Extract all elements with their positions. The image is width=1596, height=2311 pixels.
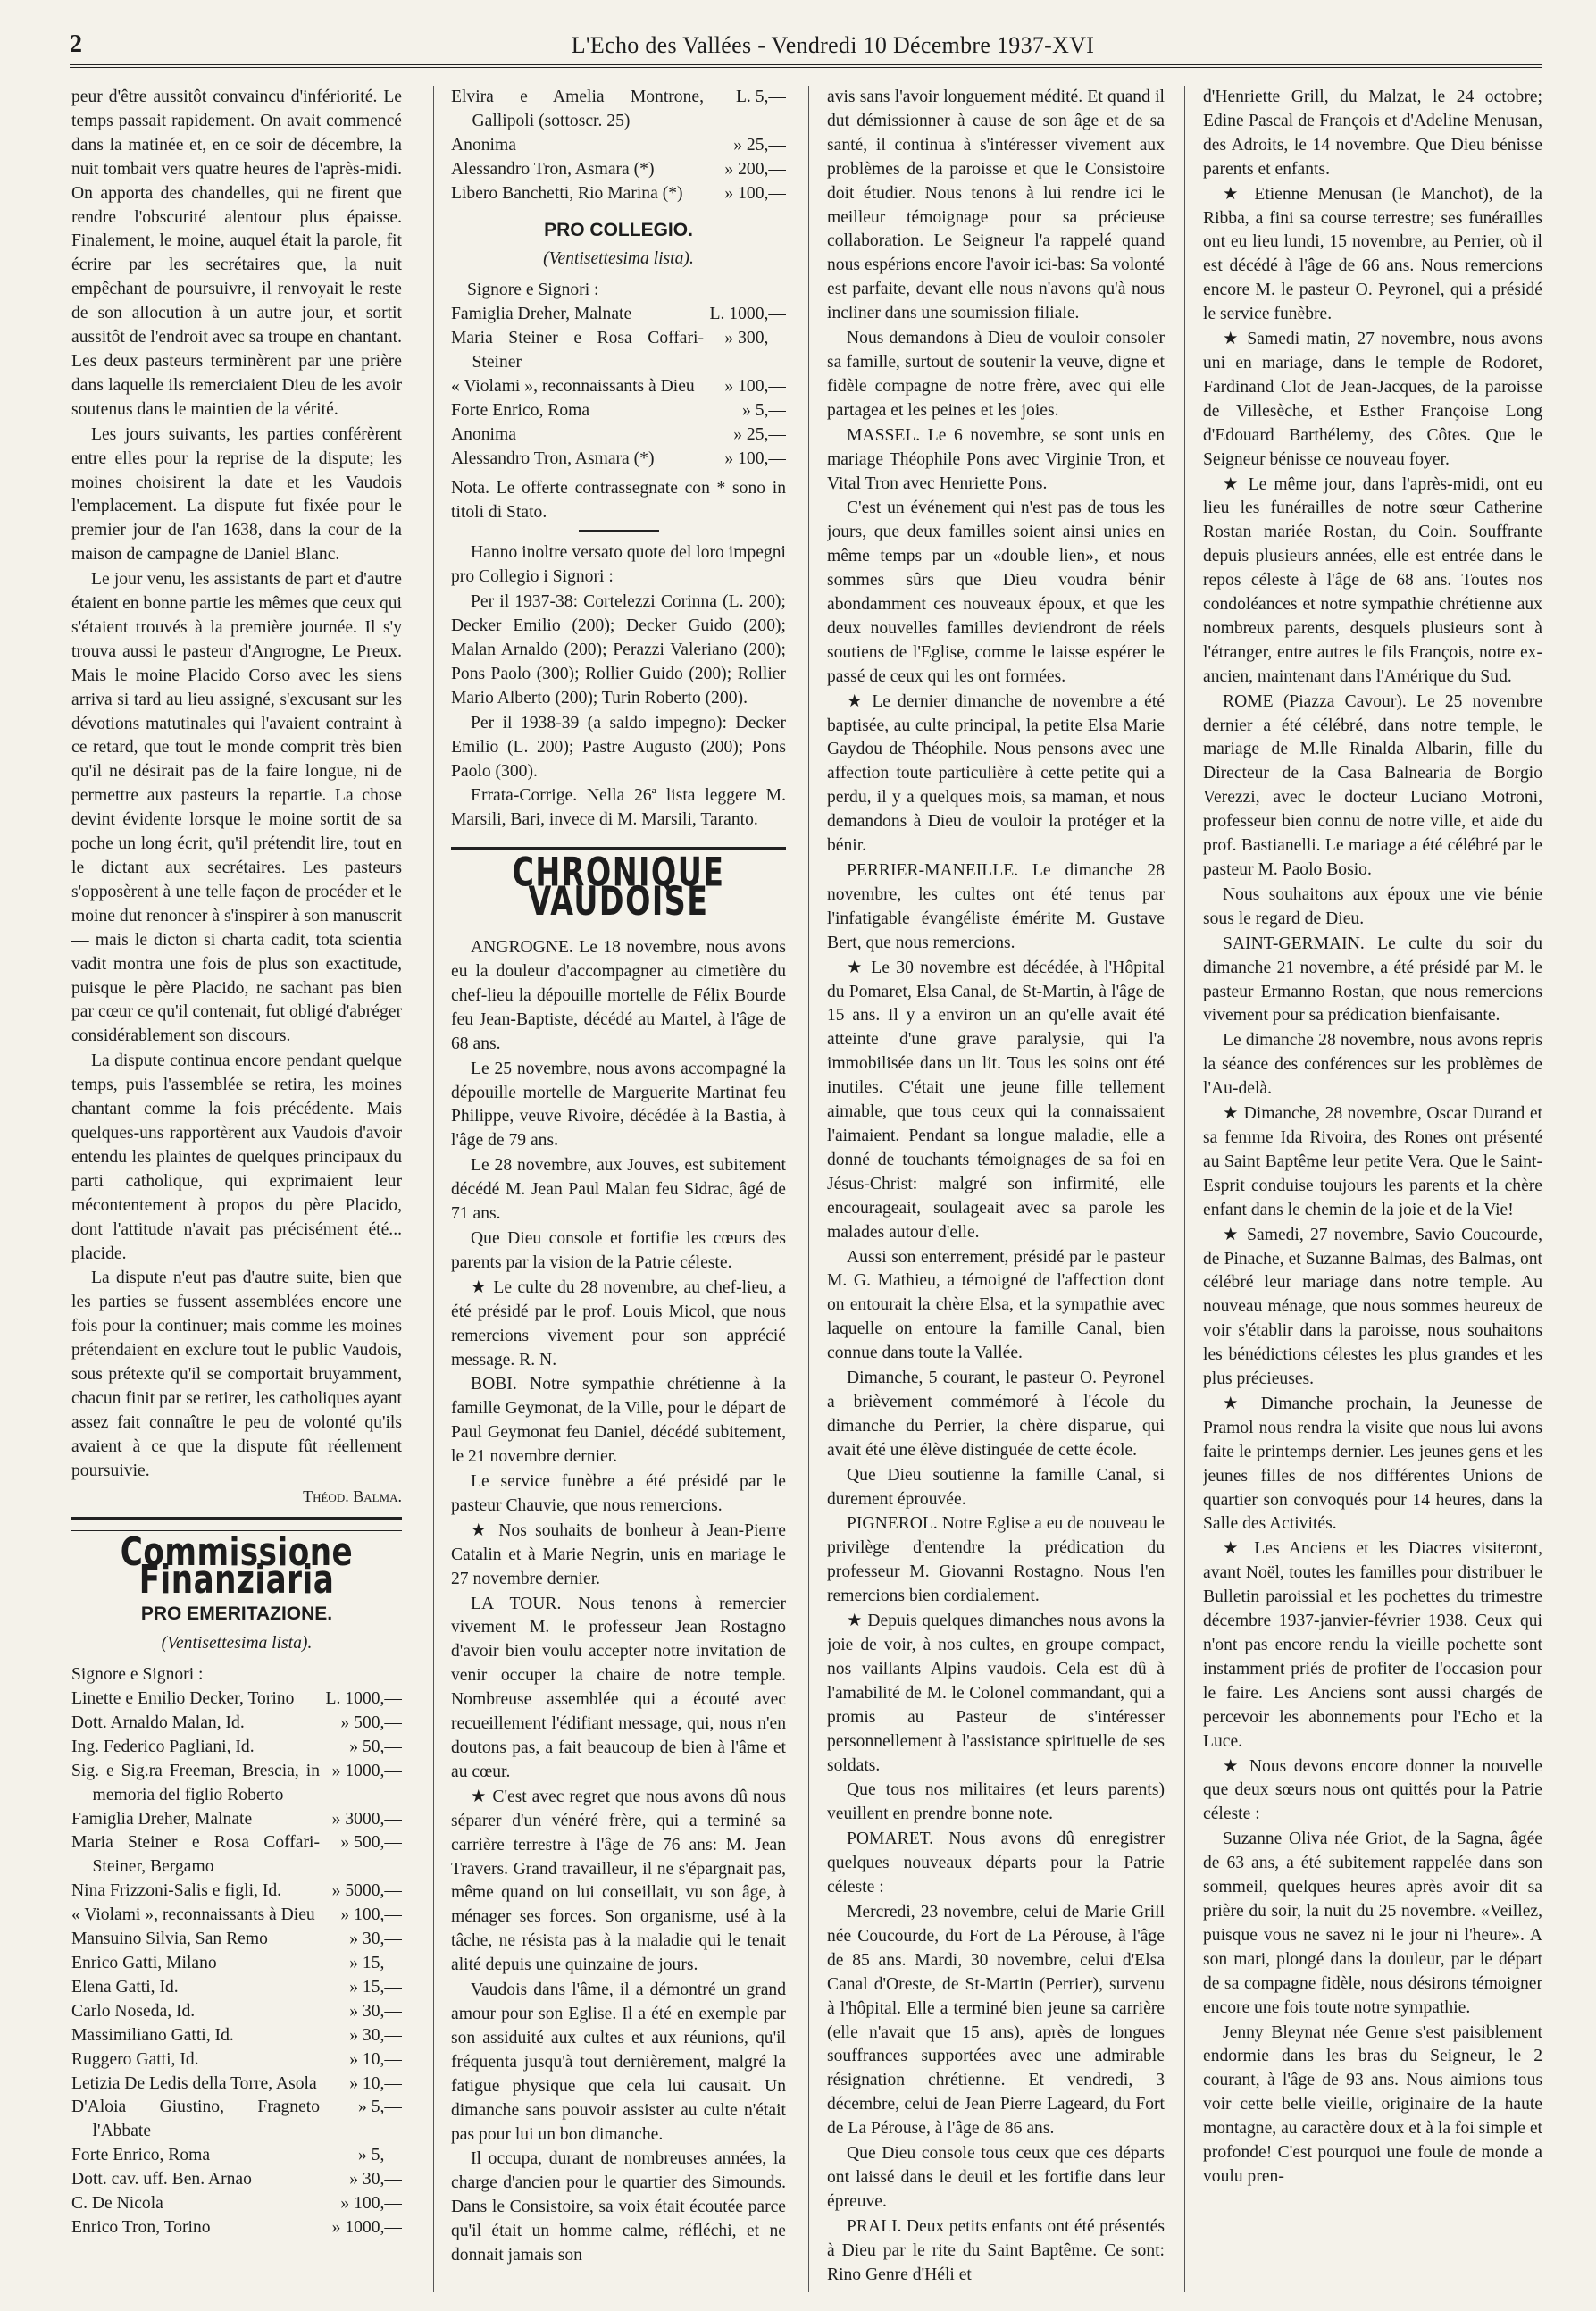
donor-row xyxy=(71,1687,402,1712)
donor-name: Famiglia Dreher, Malnate xyxy=(451,305,632,324)
article-paragraph: Il occupa, durant de nombreuses années, la charge d'ancien pour le quartier des Simounds. Dans le Consistoire, sa voix était écoutée parce qu'il était un homme calme, réfléchi, et ne donnait jamais son xyxy=(451,2149,786,2265)
donor-list xyxy=(451,86,786,206)
article-paragraph: Aussi son enterrement, présidé par le pasteur M. G. Mathieu, a témoigné de l'affection dont on entourait la chère Elsa, et la sympathie avec laquelle on entoure la famille Canal, bien connue dans toute la Vallée. xyxy=(827,1247,1165,1363)
donor-name: Ing. Federico Pagliani, Id. xyxy=(71,1737,255,1756)
donor-name: Carlo Noseda, Id. xyxy=(71,2001,196,2021)
article-paragraph: avis sans l'avoir longuement médité. Et quand il dut démissionner à cause de son âge et de sa santé, il continua à s'intéresser vivement aux problèmes de la paroisse et que le Consistoire doit étudier. Nous tenons à lui rendre ici le meilleur témoignage pour sa précieuse collaboration. Le Seigneur l'a rappelé quand nous espérions encore l'avoir ici-bas: Sa volonté est parfaite, devant elle nous n'avons qu'à nous incliner dans une soumission filiale. xyxy=(827,88,1165,323)
article-paragraph: ★ Etienne Menusan (le Manchot), de la Ribba, a fini sa course terrestre; ses funérailles ont eu lieu lundi, 15 novembre, au Perrier, où il est décédé à l'âge de 66 ans. Nous remercions encore M. le pasteur O. Peyronel, qui a présidé le service funèbre. xyxy=(1203,184,1542,324)
page-header xyxy=(70,27,1542,68)
donor-row xyxy=(71,2168,402,2192)
donor-row xyxy=(71,1831,402,1880)
donor-row xyxy=(451,158,786,182)
donor-amount: » 25,— xyxy=(733,135,786,155)
donor-name: Elvira e Amelia Montrone, Gallipoli (sottoscr. 25) xyxy=(451,88,704,130)
donor-amount: L. 1000,— xyxy=(709,305,786,324)
donor-row xyxy=(71,2096,402,2144)
donor-list xyxy=(451,303,786,471)
article-paragraph: peur d'être aussitôt convaincu d'infériorité. Le temps passait rapidement. On avait commencé dans la matinée et, en ce soir de décembre, la nuit tombait vers quatre heures de l'après-midi. On apporta des chandelles, qui ne firent que rendre l'obscurité alentour plus épaisse. Finalement, le moine, auquel était la parole, fit écrire par les secrétaires que, la nuit empêchant de poursuivre, il renvoyait le reste de son allocution à un autre jour, et sortit aussitôt de l'endroit avec sa troupe en chantant. Les deux pasteurs terminèrent par une prière dans laquelle ils remerciaient Dieu de les avoir soutenus dans le maintien de la vérité. xyxy=(71,88,402,419)
donor-name: Dott. cav. uff. Ben. Arnao xyxy=(71,2170,252,2190)
article-paragraph: Suzanne Oliva née Griot, de la Sagna, âgée de 63 ans, a été subitement rappelée dans son sommeil, quelques heures après avoir dit sa prière du soir, la nuit du 25 novembre. «Veillez, puisque vous ne savez ni le jour ni l'heure». A son mari, plongé dans la douleur, par le départ de sa compagne fidèle, nous désirons témoigner encore une fois toute notre sympathie. xyxy=(1203,1830,1542,2017)
donor-row xyxy=(451,375,786,399)
section-rule xyxy=(71,1517,402,1520)
article-paragraph: SAINT-GERMAIN. Le culte du soir du dimanche 21 novembre, a été présidé par M. le pasteur Ermanno Rostan, que nous remercions vivement pour sa prédication bienfaisante. xyxy=(1203,934,1542,1026)
list-subtitle: (Ventisettesima lista). xyxy=(161,1634,313,1654)
donor-name: Nina Frizzoni-Salis e figli, Id. xyxy=(71,1881,282,1901)
donor-row xyxy=(451,423,786,448)
column-3 xyxy=(827,86,1165,2292)
donor-row xyxy=(451,182,786,206)
donor-name: Anonima xyxy=(451,135,516,155)
article-paragraph: POMARET. Nous avons dû enregistrer quelques nouveaux départs pour la Patrie céleste : xyxy=(827,1830,1165,1897)
donor-name: Elena Gatti, Id. xyxy=(71,1977,179,1997)
article-paragraph: Le dimanche 28 novembre, nous avons repris la séance des conférences sur les problèmes de l'Au-delà. xyxy=(1203,1031,1542,1099)
donor-name: Enrico Tron, Torino xyxy=(71,2217,211,2237)
donor-row xyxy=(71,2216,402,2240)
article-paragraph: ★ Le 30 novembre est décédée, à l'Hôpital du Pomaret, Elsa Canal, de St-Martin, à l'âge de 15 ans. Il y a environ un an qu'elle avait été atteinte d'une grave paralysie, qui l'a immobilisée dans un lit. Tous les soins ont été inutiles. C'était une jeune fille tellement aimable, que tous ceux qui la connaissaient l'aimaient. Pendant sa longue maladie, elle a donné de touchants témoignages de sa foi en Jésus-Christ: malgré son infirmité, elle encourageait, soulageait avec sa parole les malades autour d'elle. xyxy=(827,958,1165,1242)
article-paragraph: ANGROGNE. Le 18 novembre, nous avons eu la douleur d'accompagner au cimetière du chef-lieu la dépouille mortelle de Félix Bourde feu Jean-Baptiste, décédé au Martel, à l'âge de 68 ans. xyxy=(451,938,786,1053)
donor-amount: » 100,— xyxy=(724,448,786,468)
article-paragraph: Que tous nos militaires (et leurs parents) veuillent en prendre bonne note. xyxy=(827,1780,1165,1824)
article-paragraph: ★ C'est avec regret que nous avons dû nous séparer d'un vénéré frère, qui a terminé sa carrière terrestre à l'âge de 76 ans: M. Jean Travers. Grand travailleur, il ne s'épargnait pas, même quand on lui conseillait, vu son âge, à ménager ses forces. Son organisme, usé à la tâche, ne résista pas à la maladie qui le tenait alité depuis une quinzaine de jours. xyxy=(451,1787,786,1975)
donor-row xyxy=(451,327,786,375)
donor-row xyxy=(71,1760,402,1808)
donor-amount: » 10,— xyxy=(349,2073,402,2093)
donor-name: Massimiliano Gatti, Id. xyxy=(71,2025,234,2045)
donor-amount: » 30,— xyxy=(349,2001,402,2021)
donor-name: Famiglia Dreher, Malnate xyxy=(71,1809,253,1829)
column-4 xyxy=(1203,86,1542,2292)
donor-row xyxy=(71,2024,402,2048)
article-paragraph: LA TOUR. Nous tenons à remercier vivement M. le professeur Jean Rostagno d'avoir bien voulu accepter notre invitation de venir occuper la chaire de notre temple. Nombreuse assemblée qui a écouté avec recueillement l'édifiant message, qui, nous n'en doutons pas, a fait beaucoup de bien à l'âme et au cœur. xyxy=(451,1594,786,1781)
donor-list xyxy=(71,1687,402,2240)
donor-name: Dott. Arnaldo Malan, Id. xyxy=(71,1712,245,1732)
donor-amount: » 10,— xyxy=(349,2049,402,2069)
small-rule xyxy=(579,530,659,532)
donor-amount: » 5,— xyxy=(358,2146,402,2165)
column-divider xyxy=(433,86,434,2292)
donor-amount: » 3000,— xyxy=(331,1809,402,1829)
donor-name: Libero Banchetti, Rio Marina (*) xyxy=(451,183,683,203)
article-paragraph: Nous demandons à Dieu de vouloir consoler sa famille, surtout de soutenir la veuve, digne et fidèle compagne de notre frère, avec qui elle partagea et les peines et les joies. xyxy=(827,329,1165,420)
article-paragraph: Le jour venu, les assistants de part et d'autre étaient en bonne partie les mêmes que ceux qui s'étaient trouvés à la première journée. Il s'y trouva aussi le pasteur d'Angrogne, Le Preux. Mais le moine Placido Corso avec les siens arriva si tard au lieu assigné, s'excusant sur les dévotions matutinales qui l'avaient contraint à ce retard, que tout le monde comprit très bien qu'il ne désirait pas de la faire longue, ni de permettre aux pasteurs la repartie. La chose devint évidente lorsque le moine sortit de sa poche un long écrit, qu'il prétendit lire, tout en le dictant aux secrétaires. Les pasteurs s'opposèrent à une telle façon de procéder et le moine dut renoncer à s'inspirer à son manuscrit — mais le dicton si charta cadit, tota scientia vadit montra une fois de plus son exactitude, puisque le père Placido, ne sachant pas bien par cœur ce qu'il contenait, fut obligé d'abréger considérablement son discours. xyxy=(71,570,402,1046)
column-divider xyxy=(1184,86,1185,2292)
column-2 xyxy=(451,86,786,2292)
donor-row xyxy=(71,2192,402,2216)
article-paragraph: Per il 1937-38: Cortelezzi Corinna (L. 200); Decker Emilio (200); Decker Guido (200); Malan Arnaldo (200); Perazzi Valeriano (200); Pons Paolo (300); Rollier Guido (200); Rollier Mario Alberto (200); Turin Roberto (200). xyxy=(451,592,786,708)
article-paragraph: Vaudois dans l'âme, il a démontré un grand amour pour son Eglise. Il a été en exemple par son assiduité aux cultes et aux réunions, qu'il fréquenta jusqu'à tout dernièrement, malgré la fatigue physique que cela lui causait. Un dimanche sans pouvoir assister au culte n'était pas pour lui un bon dimanche. xyxy=(451,1980,786,2144)
donor-amount: » 30,— xyxy=(349,2025,402,2045)
donor-amount: » 15,— xyxy=(349,1977,402,1997)
donor-amount: » 500,— xyxy=(340,1712,402,1732)
donor-row xyxy=(71,2000,402,2024)
article-paragraph: Per il 1938-39 (a saldo impegno): Decker Emilio (L. 200); Pastre Augusto (200); Pons Paolo (300). xyxy=(451,713,786,781)
article-paragraph: Que Dieu soutienne la famille Canal, si durement éprouvée. xyxy=(827,1465,1165,1509)
article-paragraph: Mercredi, 23 novembre, celui de Marie Grill née Coucourde, du Fort de La Pérouse, à l'âge de 85 ans. Mardi, 30 novembre, celui d'Elsa Canal d'Oreste, de St-Martin (Perrier), survenu à l'hôpital. Elle a terminé bien jeune sa carrière (elle n'avait que 15 ans), après de longues souffrances supportées avec une admirable résignation chrétienne. Et vendredi, 3 décembre, celui de Jean Pierre Lageard, du Fort de La Pérouse, à l'âge de 86 ans. xyxy=(827,1902,1165,2139)
donor-row xyxy=(451,448,786,472)
donor-row xyxy=(71,2144,402,2168)
article-paragraph: ★ Les Anciens et les Diacres visiteront, avant Noël, toutes les familles pour distribuer le Bulletin paroissial et les pochettes du trimestre décembre 1937-janvier-février 1938. Ceux qui n'ont pas encore rendu la vieille pochette sont instamment priés de profiter de l'occasion pour le faire. Les Anciens sont aussi chargés de percevoir les abonnements pour l'Echo et la Luce. xyxy=(1203,1539,1542,1751)
donor-name: Maria Steiner e Rosa Coffari-Steiner xyxy=(451,329,704,373)
article-paragraph: ★ Dimanche, 28 novembre, Oscar Durand et sa femme Ida Rivoira, des Rones ont présenté au Saint Baptême leur petite Vera. Que le Saint-Esprit conduise toujours les parents et la chère enfant dans le chemin de la joie et de la Vie! xyxy=(1203,1104,1542,1219)
donor-row xyxy=(451,86,786,134)
donor-amount: » 15,— xyxy=(349,1953,402,1972)
donor-name: « Violami », reconnaissants à Dieu xyxy=(71,1905,315,1925)
donor-row xyxy=(451,303,786,327)
donor-row xyxy=(451,134,786,158)
pro-emeritazione-heading: PRO EMERITAZIONE. xyxy=(140,1603,333,1625)
donor-amount: L. 5,— xyxy=(735,88,786,106)
article-paragraph: ★ Depuis quelques dimanches nous avons la joie de voir, à nos cultes, en groupe compact, nos vaillants Alpins vaudois. Cela est dû à l'amabilité de M. le Colonel commandant, qui a promis au Pasteur de s'intéresser personnellement à l'assistance spirituelle de ses soldats. xyxy=(827,1612,1165,1775)
article-paragraph: ★ Nos souhaits de bonheur à Jean-Pierre Catalin et à Marie Negrin, unis en mariage le 27 novembre dernier. xyxy=(451,1520,786,1588)
article-paragraph: BOBI. Notre sympathie chrétienne à la famille Geymonat, de la Ville, pour le départ de Paul Geymonat feu Daniel, décédé subitement, le 21 novembre dernier. xyxy=(451,1375,786,1467)
article-paragraph: Nous souhaitons aux époux une vie bénie sous le regard de Dieu. xyxy=(1203,884,1542,928)
donor-row xyxy=(71,1928,402,1952)
donor-amount: » 30,— xyxy=(349,2170,402,2190)
donor-name: « Violami », reconnaissants à Dieu xyxy=(451,376,695,396)
list-subtitle: (Ventisettesima lista). xyxy=(543,249,694,269)
article-paragraph: ★ Dimanche prochain, la Jeunesse de Pramol nous rendra la visite que nous lui avons faite le printemps dernier. Les jeunes gens et les jeunes filles de nos différentes Unions de quartier son convoqués pour 14 heures, dans la Salle des Activités. xyxy=(1203,1394,1542,1534)
donor-name: Forte Enrico, Roma xyxy=(451,400,590,420)
donor-amount: » 100,— xyxy=(724,376,786,396)
article-paragraph: PRALI. Deux petits enfants ont été présentés à Dieu par le rite du Saint Baptême. Ce sont: Rino Genre d'Héli et xyxy=(827,2216,1165,2284)
article-signature: Théod. Balma. xyxy=(303,1486,402,1505)
donor-amount: » 500,— xyxy=(340,1833,402,1853)
donor-name: Maria Steiner e Rosa Coffari-Steiner, Bergamo xyxy=(71,1833,320,1877)
article-paragraph: Le 28 novembre, aux Jouves, est subitement décédé M. Jean Paul Malan feu Sidrac, âgé de 71 ans. xyxy=(451,1156,786,1224)
donor-name: Alessandro Tron, Asmara (*) xyxy=(451,448,655,468)
donor-row xyxy=(451,399,786,423)
masthead-title: L'Echo des Vallées - Vendredi 10 Décembre 1937-XVI xyxy=(571,32,1095,58)
article-paragraph: Le service funèbre a été présidé par le pasteur Chauvie, que nous remercions. xyxy=(451,1472,786,1515)
donor-row xyxy=(71,2072,402,2097)
article-paragraph: Le 25 novembre, nous avons accompagné la dépouille mortelle de Marguerite Martinat feu Philippe, veuve Rivoire, décédée à la Bastia, à l'âge de 79 ans. xyxy=(451,1059,786,1151)
donor-name: Sig. e Sig.ra Freeman, Brescia, in memoria del figlio Roberto xyxy=(71,1761,320,1804)
article-paragraph: ★ Le même jour, dans l'après-midi, ont eu lieu les funérailles de notre sœur Catherine Rostan mariée Rostan, du Coin. Souffrante depuis plusieurs années, elle est entrée dans le repos céleste à l'âge de 68 ans. Toutes nos condoléances et notre sympathie chrétienne aux nombreux parents, desquels plusieurs sont à l'étranger, entre autres le fils François, notre ex-ancien, maintenant dans l'Amérique du Sud. xyxy=(1203,474,1542,686)
donor-amount: » 25,— xyxy=(733,424,786,444)
nota-text: Nota. Le offerte contrassegnate con * sono in titoli di Stato. xyxy=(451,478,786,522)
article-paragraph: ★ Samedi matin, 27 novembre, nous avons uni en mariage, dans le temple de Rodoret, Fardinand Clot de Jean-Jacques, de la paroisse de Villesèche, et Esther Françoise Long d'Edouard Barthélemy, des Côtes. Que le Seigneur bénisse ce nouveau foyer. xyxy=(1203,330,1542,469)
donor-amount: L. 1000,— xyxy=(325,1689,402,1708)
donor-row xyxy=(71,1712,402,1736)
article-paragraph: La dispute continua encore pendant quelque temps, puis l'assemblée se retira, les moines chantant comme la fois précédente. Mais quelques-uns rapportèrent aux Vaudois d'avoir entendu les plaintes de quelques principaux du parti catholique, qui exprimaient leur mécontentement à propos du père Placido, dont l'attitude n'avait pas précisément été... placide. xyxy=(71,1051,402,1263)
donor-name: Alessandro Tron, Asmara (*) xyxy=(451,159,655,179)
donor-name: Forte Enrico, Roma xyxy=(71,2146,211,2165)
donor-amount: » 100,— xyxy=(340,1905,402,1925)
donor-amount: » 5,— xyxy=(742,400,786,420)
column-1 xyxy=(71,86,402,2292)
article-paragraph: MASSEL. Le 6 novembre, se sont unis en mariage Théophile Pons avec Virginie Tron, et Vital Tron avec Henriette Pons. xyxy=(827,425,1165,493)
article-paragraph: C'est un événement qui n'est pas de tous les jours, que deux familles soient ainsi unies en même temps par un «double lien», et nous sommes sûrs que Dieu voudra bénir abondamment ces nouveaux époux, et que les deux nouvelles familles deviendront de réels soutiens de l'Eglise, comme le laisse espérer le passé de ceux qui les ont formées. xyxy=(827,498,1165,686)
donor-name: Ruggero Gatti, Id. xyxy=(71,2049,199,2069)
article-paragraph: ★ Samedi, 27 novembre, Savio Coucourde, de Pinache, et Suzanne Balmas, des Balmas, ont célébré leur mariage dans notre temple. Au nouveau ménage, que nous sommes heureux de voir s'établir dans la paroisse, nous souhaitons les bénédictions célestes les plus grandes et les plus précieuses. xyxy=(1203,1225,1542,1389)
chronique-title: CHRONIQUE VAUDOISE xyxy=(512,850,725,925)
article-paragraph: Les jours suivants, les parties conférèrent entre elles pour la reprise de la dispute; les moines choisirent la date et les Vaudois l'emplacement. La dispute fut fixée pour le premier jour de l'an 1638, dans la cour de la maison de campagne de Daniel Blanc. xyxy=(71,424,402,565)
page-number: 2 xyxy=(70,30,82,58)
article-paragraph: PERRIER-MANEILLE. Le dimanche 28 novembre, les cultes ont été tenus par l'infatigable évangéliste émérite M. Gustave Bert, que nous remercions. xyxy=(827,861,1165,952)
donor-row xyxy=(71,2048,402,2072)
donor-amount: » 100,— xyxy=(340,2194,402,2214)
donor-name: C. De Nicola xyxy=(71,2194,163,2214)
article-paragraph: Hanno inoltre versato quote del loro impegni pro Collegio i Signori : xyxy=(451,543,786,587)
article-paragraph: PIGNEROL. Notre Eglise a eu de nouveau le privilège d'entendre la prédication du professeur M. Giovanni Rostagno. Nous l'en remercions bien cordialement. xyxy=(827,1514,1165,1606)
donor-amount: » 1000,— xyxy=(331,1761,402,1780)
donor-row xyxy=(71,1880,402,1904)
article-paragraph: ★ Nous devons encore donner la nouvelle que deux sœurs nous ont quittés pour la Patrie céleste : xyxy=(1203,1756,1542,1824)
donor-row xyxy=(71,1904,402,1928)
donor-name: Mansuino Silvia, San Remo xyxy=(71,1930,268,1949)
article-paragraph: d'Henriette Grill, du Malzat, le 24 octobre; Edine Pascal de François et d'Adeline Menusan, des Adroits, le 14 novembre. Que Dieu bénisse parents et enfants. xyxy=(1203,88,1542,179)
article-paragraph: Jenny Bleynat née Genre s'est paisiblement endormie dans les bras du Seigneur, le 2 courant, à l'âge de 93 ans. Nous aimions tous voir cette belle vieille, originaire de la haute montagne, au caractère doux et à la foi simple et profonde! C'est pourquoi une foule de monde a voulu pren- xyxy=(1203,2022,1542,2186)
donor-name: Enrico Gatti, Milano xyxy=(71,1953,217,1972)
donor-row xyxy=(71,1976,402,2000)
donor-amount: » 300,— xyxy=(724,329,786,348)
donor-amount: » 1000,— xyxy=(331,2217,402,2237)
article-paragraph: Que Dieu console tous ceux que ces départs ont laissé dans le deuil et les fortifie dans leur épreuve. xyxy=(827,2144,1165,2211)
donor-amount: » 50,— xyxy=(349,1737,402,1756)
article-paragraph: ★ Le culte du 28 novembre, au chef-lieu, a été présidé par le prof. Louis Micol, que nous remercions vivement pour son apprécié message. R. N. xyxy=(451,1277,786,1369)
donor-row xyxy=(71,1736,402,1760)
article-paragraph: Dimanche, 5 courant, le pasteur O. Peyronel a brièvement commémoré à l'école du dimanche du Perrier, la chère disparue, qui avait été une élève distinguée de cette école. xyxy=(827,1369,1165,1460)
errata-text: Errata-Corrige. Nella 26ª lista leggere M. Marsili, Bari, invece di M. Marsili, Taranto. xyxy=(451,786,786,830)
donor-row xyxy=(71,1952,402,1976)
pro-collegio-heading: PRO COLLEGIO. xyxy=(544,219,693,240)
article-paragraph: ★ Le dernier dimanche de novembre a été baptisée, au culte principal, la petite Elsa Marie Gaydou de Théophile. Nous pensons avec une affection toute particulière à cette petite qui a perdu, il y a quelques mois, sa maman, et nous demandons à Dieu de vouloir la protéger et la bénir. xyxy=(827,691,1165,856)
donor-amount: » 30,— xyxy=(349,1930,402,1949)
list-intro: Signore e Signori : xyxy=(467,281,599,300)
donor-row xyxy=(71,1808,402,1832)
donor-amount: » 5000,— xyxy=(331,1881,402,1901)
donor-name: D'Aloia Giustino, Fragneto l'Abbate xyxy=(71,2097,320,2141)
donor-amount: » 100,— xyxy=(724,183,786,203)
donor-amount: » 5,— xyxy=(358,2097,402,2117)
article-paragraph: ROME (Piazza Cavour). Le 25 novembre dernier a été célébré, dans notre temple, le mariage de M.lle Rinalda Albarin, fille du Directeur de la Casa Balnearia de Borgio Verezzi, avec le docteur Luciano Motroni, professeur bien connu de notre ville, et aide du prof. Bastianelli. Le mariage a été célébré par le pasteur M. Paolo Bosio. xyxy=(1203,691,1542,879)
article-paragraph: La dispute n'eut pas d'autre suite, bien que les parties se fussent assemblées encore une fois pour la continuer; mais comme les moines prétendaient en exclure tout le public Vaudois, sous prétexte qu'il se comportait bruyamment, chacun finit par se retirer, les catholiques ayant assez fait connaître le peu de volonté qu'ils avaient à ce que la dispute fût réellement poursuivie. xyxy=(71,1269,402,1480)
article-paragraph: Que Dieu console et fortifie les cœurs des parents par la vision de la Patrie céleste. xyxy=(451,1228,786,1272)
column-divider xyxy=(808,86,809,2292)
donor-amount: » 200,— xyxy=(724,159,786,179)
donor-name: Anonima xyxy=(451,424,516,444)
donor-name: Letizia De Ledis della Torre, Asola xyxy=(71,2073,317,2093)
commissione-title: Commissione Finanziaria xyxy=(120,1529,354,1603)
donor-name: Linette e Emilio Decker, Torino xyxy=(71,1689,295,1708)
list-intro: Signore e Signori : xyxy=(71,1665,204,1685)
